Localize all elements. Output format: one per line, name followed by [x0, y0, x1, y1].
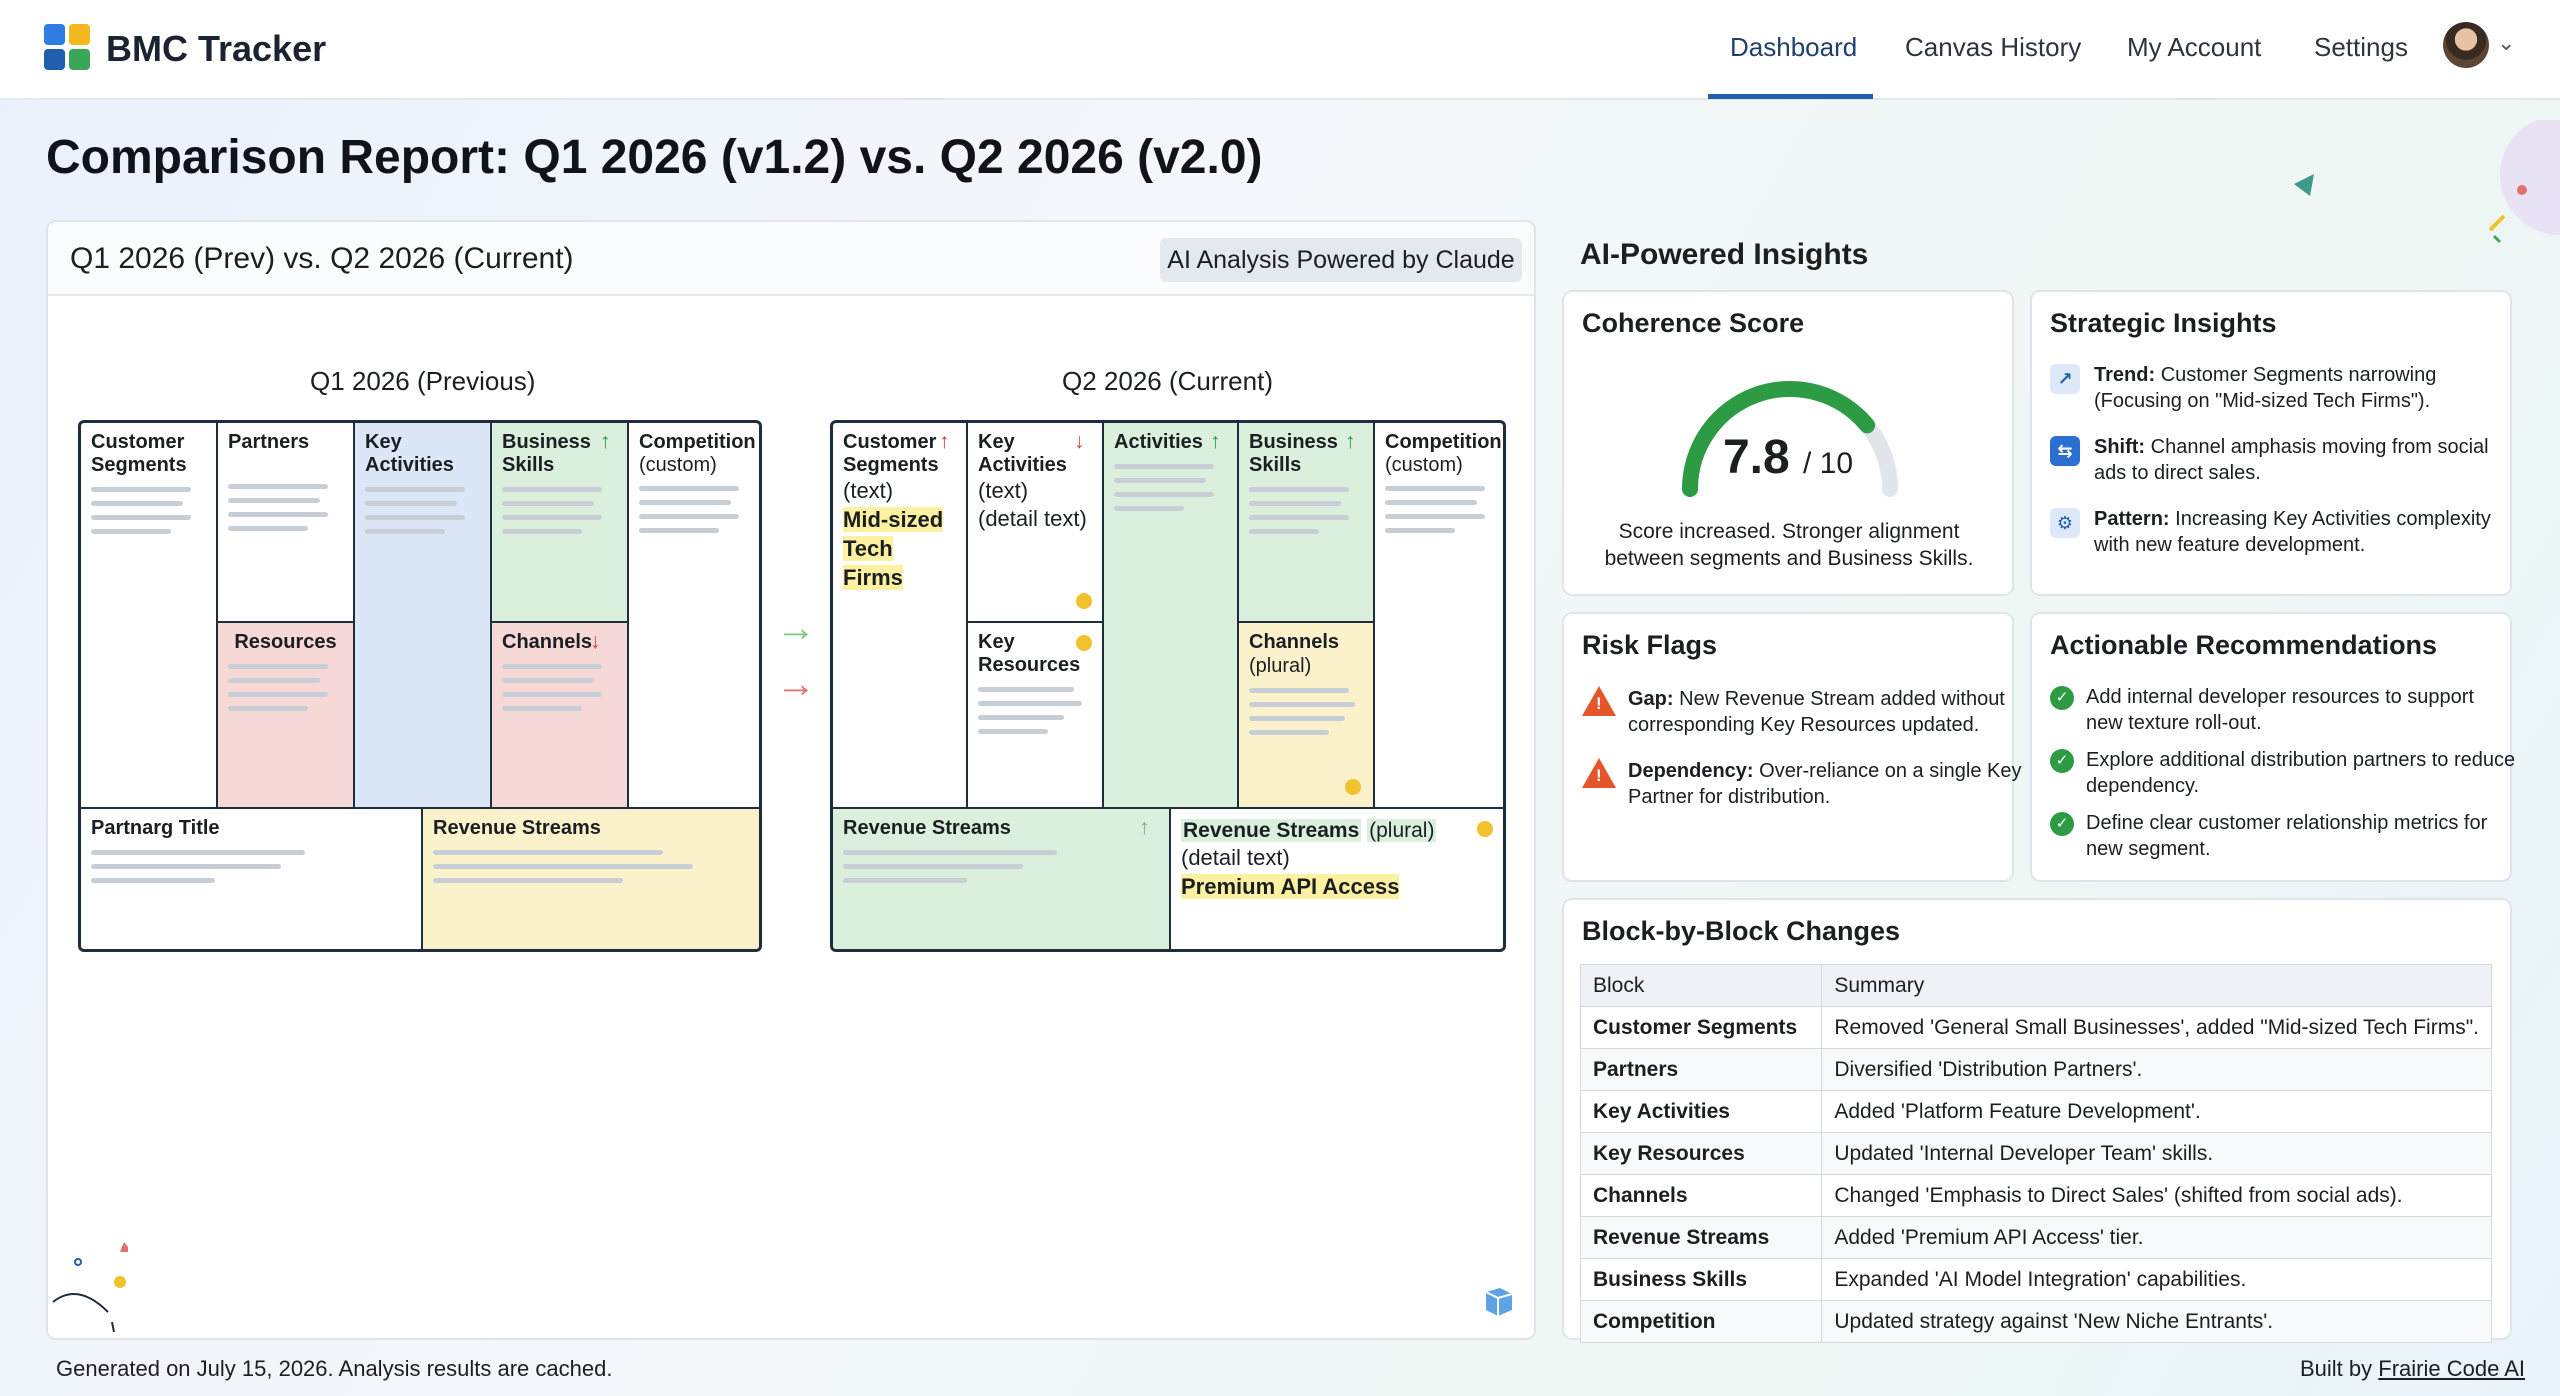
warning-icon: !	[1582, 758, 1616, 788]
nav-canvas-history[interactable]: Canvas History	[1905, 32, 2082, 62]
card-title: Coherence Score	[1582, 308, 1805, 338]
block-cell: Key Activities	[1581, 1091, 1822, 1133]
block-title: Partnarg Title	[91, 817, 220, 839]
decorative-orb-icon	[2470, 120, 2560, 250]
table-row	[1581, 1133, 2492, 1175]
change-dot-icon	[1076, 635, 1092, 651]
card-title: Strategic Insights	[2050, 308, 2277, 338]
prev-block-resources[interactable]	[218, 623, 355, 809]
decorative-cube-icon	[1478, 1282, 1518, 1322]
prev-block-customer-segments[interactable]	[81, 423, 218, 809]
block-cell: Competition	[1581, 1301, 1822, 1343]
comparison-card-header	[48, 222, 1534, 296]
ai-analysis-chip: AI Analysis Powered by Claude	[1160, 238, 1522, 282]
block-title: Competition	[639, 431, 756, 453]
block-title: Business Skills	[1249, 431, 1338, 476]
app-brand[interactable]: BMC Tracker	[106, 28, 327, 69]
top-nav-bar	[0, 0, 2560, 100]
block-cell: Partners	[1581, 1049, 1822, 1091]
table-row	[1581, 1175, 2492, 1217]
block-title-suffix: (plural)	[1369, 819, 1435, 842]
curr-canvas	[830, 420, 1506, 952]
block-title: Revenue Streams	[843, 817, 1011, 839]
block-title: Business Skills	[502, 431, 591, 476]
decrease-arrow-icon: ↓	[1074, 430, 1085, 453]
block-changes-card	[1562, 898, 2512, 1340]
column-header: Block	[1581, 965, 1822, 1007]
prev-canvas-label: Q1 2026 (Previous)	[310, 366, 536, 396]
prev-block-partners[interactable]	[218, 423, 355, 623]
score-number: 7.8	[1722, 431, 1790, 484]
highlight-text: Premium API Access	[1181, 874, 1400, 899]
increase-arrow-icon: ↑	[1345, 430, 1356, 453]
change-dot-icon	[1477, 821, 1493, 837]
summary-cell: Added 'Premium API Access' tier.	[1822, 1217, 2492, 1259]
coherence-score-value	[1564, 430, 2012, 485]
block-subtitle: (custom)	[639, 454, 717, 476]
trend-icon: ↗	[2050, 364, 2080, 394]
card-title: Risk Flags	[1582, 630, 1718, 660]
insight-text: Trend: Customer Segments narrowing (Focusing on "Mid-sized Tech Firms").	[2094, 364, 2437, 412]
risk-text: Gap: New Revenue Stream added without corresponding Key Resources updated.	[1628, 688, 2005, 736]
block-title: Channels	[502, 631, 593, 653]
arrow-right-icon: →	[776, 606, 816, 650]
coherence-score-card	[1562, 290, 2014, 596]
block-cell: Key Resources	[1581, 1133, 1822, 1175]
curr-block-key-activities[interactable]	[968, 423, 1104, 623]
block-title: Activities	[1114, 431, 1203, 453]
curr-block-revenue-streams-plural[interactable]	[1171, 809, 1506, 952]
insight-text: Shift: Channel amphasis moving from social ads to direct sales.	[2094, 436, 2489, 484]
recommendations-card	[2030, 612, 2516, 882]
decrease-arrow-icon: ↓	[590, 630, 601, 653]
decorative-confetti-icon	[48, 1222, 128, 1332]
block-title: Key Activities	[978, 431, 1067, 476]
column-header: Summary	[1822, 965, 2492, 1007]
increase-arrow-icon: ↑	[1139, 816, 1150, 839]
summary-cell: Changed 'Emphasis to Direct Sales' (shifted from social ads).	[1822, 1175, 2492, 1217]
prev-block-partnerg-title[interactable]	[81, 809, 423, 952]
block-title: Competition	[1385, 431, 1502, 453]
table-row	[1581, 1049, 2492, 1091]
block-subtitle: (plural)	[1249, 655, 1312, 677]
block-title: Customer Segments	[91, 431, 187, 476]
chevron-down-icon[interactable]: ⌄	[2497, 30, 2516, 55]
page-title: Comparison Report: Q1 2026 (v1.2) vs. Q2 2026 (v2.0)	[46, 131, 1263, 184]
block-subtitle: (text) (detail text)	[978, 478, 1087, 531]
nav-my-account[interactable]: My Account	[2127, 32, 2262, 62]
block-title: Resources	[234, 631, 337, 653]
prev-canvas	[78, 420, 762, 952]
nav-active-indicator	[1708, 94, 1873, 99]
summary-cell: Updated 'Internal Developer Team' skills.	[1822, 1133, 2492, 1175]
prev-block-channels[interactable]	[492, 623, 629, 809]
decorative-triangle-icon	[2290, 170, 2320, 200]
block-cell: Revenue Streams	[1581, 1217, 1822, 1259]
block-subtitle: (detail text)	[1181, 845, 1290, 870]
block-cell: Business Skills	[1581, 1259, 1822, 1301]
changes-table	[1580, 964, 2492, 1343]
built-by-label: Built by	[2300, 1356, 2373, 1381]
table-header-row	[1581, 965, 2492, 1007]
table-row	[1581, 1301, 2492, 1343]
table-row	[1581, 1091, 2492, 1133]
risk-text: Dependency: Over-reliance on a single Key Partner for distribution.	[1628, 760, 2022, 808]
comparison-card-title: Q1 2026 (Prev) vs. Q2 2026 (Current)	[70, 242, 574, 275]
curr-block-business-skills[interactable]	[1239, 423, 1375, 623]
summary-cell: Diversified 'Distribution Partners'.	[1822, 1049, 2492, 1091]
block-title: Revenue Streams	[1183, 819, 1360, 842]
block-subtitle: (custom)	[1385, 454, 1463, 476]
strategic-insights-card	[2030, 290, 2512, 596]
block-title: Key Resources	[978, 631, 1081, 676]
summary-cell: Expanded 'AI Model Integration' capabilities.	[1822, 1259, 2492, 1301]
check-icon: ✓	[2050, 686, 2074, 710]
prev-block-revenue-streams[interactable]	[423, 809, 762, 952]
curr-block-customer-segments[interactable]	[833, 423, 968, 809]
increase-arrow-icon: ↑	[1210, 430, 1221, 453]
table-row	[1581, 1217, 2492, 1259]
arrow-right-icon: →	[776, 662, 816, 706]
comparison-card	[46, 220, 1536, 1340]
summary-cell: Updated strategy against 'New Niche Entrants'.	[1822, 1301, 2492, 1343]
recommendation-text: Explore additional distribution partners to reduce dependency.	[2086, 749, 2516, 797]
table-row	[1581, 1259, 2492, 1301]
app-logo-icon[interactable]	[44, 24, 92, 72]
user-avatar[interactable]	[2443, 22, 2489, 68]
nav-settings[interactable]: Settings	[2314, 32, 2408, 62]
summary-cell: Added 'Platform Feature Development'.	[1822, 1091, 2492, 1133]
curr-block-activities[interactable]	[1104, 423, 1239, 809]
block-cell: Customer Segments	[1581, 1007, 1822, 1049]
change-dot-icon	[1345, 779, 1361, 795]
block-title: Channels	[1249, 631, 1340, 653]
curr-block-channels[interactable]	[1239, 623, 1375, 809]
curr-block-key-resources[interactable]	[968, 623, 1104, 809]
coherence-note: Score increased. Stronger alignment between segments and Business Skills.	[1604, 520, 1974, 570]
highlight-text: Mid-sized Tech Firms	[843, 507, 944, 590]
pattern-icon: ⚙	[2050, 508, 2080, 538]
curr-block-competition[interactable]	[1375, 423, 1506, 809]
check-icon: ✓	[2050, 812, 2074, 836]
decrease-arrow-icon: ↑	[939, 430, 950, 453]
insights-title: AI-Powered Insights	[1580, 238, 1869, 271]
increase-arrow-icon: ↑	[600, 430, 611, 453]
block-title: Revenue Streams	[433, 817, 601, 839]
prev-block-business-skills[interactable]	[492, 423, 629, 623]
risk-flags-card	[1562, 612, 2022, 882]
prev-block-key-activities[interactable]	[355, 423, 492, 809]
card-title: Actionable Recommendations	[2050, 630, 2438, 660]
prev-block-competition[interactable]	[629, 423, 762, 809]
table-row	[1581, 1007, 2492, 1049]
block-cell: Channels	[1581, 1175, 1822, 1217]
recommendation-text: Define clear customer relationship metrics for new segment.	[2086, 812, 2488, 860]
check-icon: ✓	[2050, 749, 2074, 773]
insight-text: Pattern: Increasing Key Activities complexity with new feature development.	[2094, 508, 2491, 556]
recommendation-text: Add internal developer resources to support new texture roll-out.	[2086, 686, 2475, 734]
curr-canvas-label: Q2 2026 (Current)	[1062, 366, 1273, 396]
nav-dashboard[interactable]: Dashboard	[1730, 32, 1858, 62]
block-title: Customer Segments	[843, 431, 939, 476]
generated-note: Generated on July 15, 2026. Analysis results are cached.	[56, 1356, 613, 1381]
block-title: Key Activities	[365, 431, 454, 476]
warning-icon: !	[1582, 686, 1616, 716]
summary-cell: Removed 'General Small Businesses', added "Mid-sized Tech Firms".	[1822, 1007, 2492, 1049]
shift-icon: ⇆	[2050, 436, 2080, 466]
block-subtitle: (text)	[843, 478, 894, 503]
curr-block-revenue-streams[interactable]	[833, 809, 1171, 952]
built-by-link[interactable]: Frairie Code AI	[2378, 1356, 2526, 1381]
change-dot-icon	[1076, 593, 1092, 609]
built-by	[2300, 1356, 2525, 1382]
card-title: Block-by-Block Changes	[1582, 916, 1901, 946]
block-title: Partners	[228, 431, 310, 453]
score-max: / 10	[1803, 447, 1854, 480]
